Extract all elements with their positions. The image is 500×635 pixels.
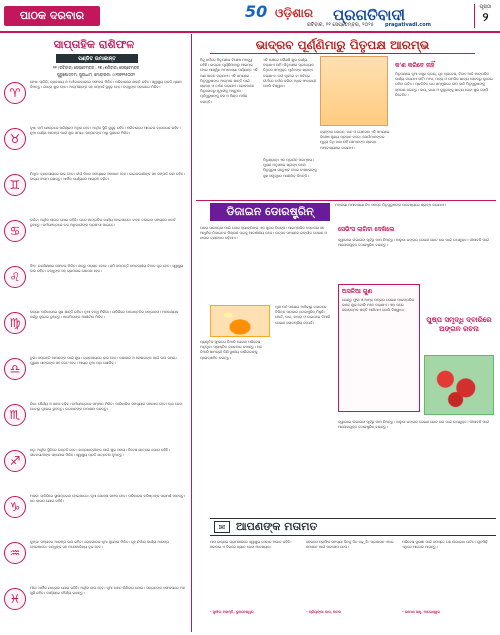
brand-prefix: ଓଡ଼ିଶାର [275,6,313,20]
opinion-letter [306,540,396,632]
page-number: ୨ [482,10,489,24]
article1-col2: ଏହି ପକ୍ଷରେ କୌଣସି ଶୁଭ କାର୍ଯ୍ୟ କରାଯାଏ ନାହିଁ। ପିତୃପକ୍ଷର ପ୍ରତ୍ୟେକ ତିଥିରେ ସମ୍ପୃକ୍ତ ପୂର୍ବଜଙ୍କ ଶ୍ରାଦ୍ଧ କରାଯାଏ। ନଦୀ କୂଳରେ ବା ପବିତ୍ର ତୀର୍ଥରେ ତର୍ପଣ କରିବା ଅଧିକ ଫଳଦାୟୀ ବୋଲି ବିଶ୍ୱାସ। [263,58,316,89]
letter-signature: - ସୁନୀଲ ମହାନ୍ତି, ଭୁବନେଶ୍ୱର [210,610,254,614]
horoscope-sign-text: ମୀନ: ଧାର୍ମିକ ଯାତ୍ରାର ଯୋଗ ରହିଛି। ଆର୍ଥିକ ଲାଭ ହେବ। ନୂଆ ବାହନ କିଣିବାର ଯୋଗ। ସନ୍ତାନଙ୍କ ସଫଳତାରେ ମନ ଖୁସି ରହିବ। କାର୍ଯ୍ୟରେ ଧୈର୍ଯ୍ୟ ରଖନ୍ତୁ। [30,586,186,596]
aquarius-icon: ♒ [4,542,26,564]
website-link[interactable]: pragativadi.com [385,22,431,28]
column-divider [191,34,192,632]
horoscope-sign-row [4,310,187,352]
envelope-icon: ✉ [214,521,230,533]
horoscope-sign-row [4,494,187,536]
article2-title: ଡିଜାଇନ ଡୋରଷ୍ଟ୍ରିନ୍ [210,203,330,221]
scorpio-icon: ♏ [4,404,26,426]
article1-side-heading: କ'ଣ କରିବେ ନାହିଁ [395,62,435,69]
section-tab: ପାଠକ ଦରବାର [4,6,100,26]
horoscope-sign-text: ମେଷ: ଚାକିରି, ବ୍ୟବସାୟ ଓ ଅର୍ଥକାରବାରରେ ସଫଳତା ମିଳିବ। ପରିବାରରେ ଶାନ୍ତି ରହିବ। ସ୍ୱାସ୍ଥ୍ୟ ପ୍ରତି ଧ୍ୟାନ ଦିଅନ୍ତୁ। ଯାତ୍ରା ଶୁଭ ହେବ। ଆତ୍ମୀୟଙ୍କ ସହ ସମ୍ପର୍କ ସୁଦୃଢ଼ ହେବ। ବନ୍ଧୁଙ୍କ ସହଯୋଗ ମିଳିବ। [30,80,182,90]
article1-col3: ବ୍ରାହ୍ମଣ ଭୋଜନ, ଦାନ ଓ ଗୋସେବା ଏହି ସମୟରେ ବିଶେଷ ପୁଣ୍ୟ ପ୍ରଦାନ କରେ। ଯେଉଁମାନଙ୍କର ମୃତ୍ୟୁ ତିଥି ଜଣା ନାହିଁ ସେମାନଙ୍କ ଶ୍ରାଦ୍ଧ ଅମାବାସ୍ୟାରେ କରାଯାଏ। [320,130,390,150]
flower-photo [424,355,494,415]
masthead [245,2,470,30]
horoscope-sign-text: କର୍କଟ: ଆର୍ଥିକ ଲାଭର ଯୋଗ ରହିଛି। ଘରେ ମାଙ୍ଗଳିକ କାର୍ଯ୍ୟ ହୋଇପାରେ। ବାହନ ଚଳାଇବା ସମୟରେ ସତର୍କ ରୁହନ୍ତୁ। କର୍ମକ୍ଷେତ୍ରରେ ଉଚ୍ଚ ଅଧିକାରୀଙ୍କ ପ୍ରଶଂସା ପାଇବେ। [30,218,176,228]
page-label: ପୃଷ୍ଠା [479,4,492,10]
sagittarius-icon: ♐ [4,450,26,472]
letter-text: ସହରରେ ଟ୍ରାଫିକ ସମସ୍ୟା ଦିନକୁ ଦିନ ବଢ଼ୁଛି। ପ୍ରଶାସନ ଏହାର ସମାଧାନ ପାଇଁ ପଦକ୍ଷେପ ନେଉ। [306,540,394,550]
article2-tips: ଦ୍ୱାରରେ ଲଗାଇବା ପୂର୍ବରୁ ମାପ ନିଅନ୍ତୁ। ହାଲୁକା ରଙ୍ଗର ତୋରଣ ଛୋଟ ଘର ପାଇଁ ଉପଯୁକ୍ତ। ଦୀପାବଳି ପାଇଁ ଆଲୋକଯୁକ୍ତ ଡୋରଷ୍ଟ୍ରିନ୍ ବାଛନ୍ତୁ। [338,238,490,248]
article1-lower-mid: ମହାଳୟା ଅମାବାସ୍ୟା ଦିନ ସମସ୍ତ ପିତୃପୁରୁଷଙ୍କ ଉଦ୍ଦେଶ୍ୟରେ ଶ୍ରାଦ୍ଧ କରାଯାଏ। [335,203,446,207]
horoscope-sign-text: ବିଛା: ଧୈର୍ଯ୍ୟ ଓ ସାହସ ବଢ଼ିବ। କର୍ମକ୍ଷେତ୍ରରେ ସମ୍ମାନ ମିଳିବ। ପାରିବାରିକ ସମସ୍ୟାର ସମାଧାନ ହେବ। ଋଣ ଦେବା ନେବାରୁ ଦୂରେଇ ରୁହନ୍ତୁ। ଭଗବାନଙ୍କ ଉପାସନା କରନ୍ତୁ। [30,402,183,412]
issue-date: ରବିବାର, ୨୧ ସେପ୍ଟେମ୍ବର, ୨୦୨୫ [307,22,374,28]
horoscope-sign-text: କନ୍ୟା: ପରିବାରରେ ସୁଖ ଶାନ୍ତି ରହିବ। ନୂଆ ବନ୍ଧୁ ମିଳିବେ। ଚାକିରିରେ ପଦୋନ୍ନତିର ସମ୍ଭାବନା। ଅନାବଶ୍ୟକ ଖର୍ଚ୍ଚରୁ ଦୂରେଇ ରୁହନ୍ତୁ। ମାତାପିତାଙ୍କ ଆଶୀର୍ବାଦ ମିଳିବ। [30,310,179,320]
capricorn-icon: ♑ [4,496,26,518]
article2-body2: ପୂଜା ପର୍ବ ପାଖେଇ ଆସିବାରୁ ବଜାରରେ ବିଭିନ୍ନ ପ୍ରକାର ଡୋରଷ୍ଟ୍ରିନ୍ ମିଳୁଛି। ମୋତି, କାଚ, କପଡ଼ା ଓ କାଗଜରେ ତିଆରି ତୋରଣ ଲୋକପ୍ରିୟ ହେଉଛି। [275,305,331,325]
article2-info-box [338,284,420,412]
gemini-icon: ♊ [4,174,26,196]
aries-icon: ♈ [4,82,26,104]
horoscope-sign-row [4,586,187,628]
flower-caption: ପୁଷ୍ପ ସମୃଦ୍ଧି ଦ୍ବାରିରେ ଅଙ୍ଗନ ରଚନା [426,316,492,333]
horoscope-sign-row [4,172,187,214]
article2-body1: ଘରର ସାଜସଜ୍ଜା ପାଇଁ ଡୋର ହ୍ୟାଙ୍ଗିଙ୍ଗ ଏକ ସୁନ୍ଦର ବିକଳ୍ପ। ପାରମ୍ପରିକ ହସ୍ତକଳା ସହ ଆଧୁନିକ ଡିଜାଇନର ମିଶ୍ରଣ ଘରକୁ ଆକର୍ଷଣୀୟ କରେ। ଉତ୍ସବ ସମୟରେ ରଙ୍ଗୀନ ତୋରଣ ଓ ଝାଲର ବ୍ୟବହାର ବଢ଼ିଥାଏ। [200,226,327,241]
opinion-letter [210,540,300,632]
horoscope-sign-row [4,448,187,490]
horoscope-sign-row [4,80,187,122]
opinion-title: ଆପଣଙ୍କ ମତାମତ [236,520,318,533]
header-rule [0,31,500,33]
horoscope-sign-row [4,264,187,306]
article1-side-text: ପିତୃପକ୍ଷରେ ନୂଆ ବସ୍ତ୍ର କ୍ରୟ, ଗୃହ ପ୍ରବେଶ, ବିବାହ ଆଦି ମାଙ୍ଗଳିକ କାର୍ଯ୍ୟ କରାଯାଏ ନାହିଁ। ମାଂସ, ମଦ୍ୟ ଓ ତାମସିକ ଖାଦ୍ୟ ସେବନରୁ ଦୂରେଇ ରହିବା ଉଚିତ। ପ୍ରତିଦିନ ଘର ସମ୍ମୁଖରେ ଦୀପ ଜାଳି ପିତୃପୁରୁଷଙ୍କୁ ସ୍ମରଣ କରନ୍ତୁ। କାଉ, ଗାଈ ଓ କୁକୁରଙ୍କୁ ଖାଦ୍ୟ ଦେବା ଶୁଭ ବୋଲି ବିବେଚିତ। [395,72,493,97]
horoscope-sign-row [4,402,187,444]
horoscope-title: ସାପ୍ତାହିକ ରାଶିଫଳ [53,38,135,51]
horoscope-sign-text: ମକର: ଚାକିରିରେ ସ୍ଥାନାନ୍ତରଣ ହୋଇପାରେ। ନୂଆ ଯୋଜନା ସଫଳ ହେବ। ପରିବାରର ବରିଷ୍ଠଙ୍କ ପରାମର୍ଶ ମାନନ୍ତୁ। ଧନ ଲାଭର ଯୋଗ ରହିଛି। [30,494,186,504]
horoscope-sign-text: ବୃଷ: କର୍ମ କ୍ଷେତ୍ରରେ ପରିଶ୍ରମ ଅଧିକ ହେବ। ଆର୍ଥିକ ସ୍ଥିତି ସୁଦୃଢ଼ ରହିବ। ପରିବାରରେ ଆନନ୍ଦର ବାତାବରଣ ରହିବ। ନୂଆ କାର୍ଯ୍ୟ ଆରମ୍ଭ ପାଇଁ ଶୁଭ ସମୟ। ସନ୍ତାନଙ୍କ ଠାରୁ ସୁଖବର ମିଳିବ। [30,126,181,136]
diya-illustration [210,305,270,337]
cancer-icon: ♋ [4,220,26,242]
shraddha-ritual-illustration [320,56,388,126]
opinion-letter [402,540,492,632]
article1-lower-left: ପିତୃଶ୍ରାଦ୍ଧ ଏକ ପ୍ରାଚୀନ ପରମ୍ପରା। ପୁରାଣ ଅନୁସାରେ ଶ୍ରାଦ୍ଧ କଲେ ପିତୃପୁରୁଷ ସନ୍ତୁଷ୍ଟ ହୋଇ ବଂଶଧରଙ୍କୁ ସୁଖ ସମୃଦ୍ଧିର ଆଶୀର୍ବାଦ ଦିଅନ୍ତି। [263,158,317,178]
horoscope-sign-row [4,356,187,398]
article2-lower-text: ପ୍ରାକୃତିକ ଫୁଲରେ ତିଆରି ତୋରଣ ପରିବେଶ ଅନୁକୂଳ। ପ୍ଲାଷ୍ଟିକ ବ୍ୟବହାର କମାନ୍ତୁ। ହାତ ତିଆରି ସାମଗ୍ରୀ କିଣି ସ୍ଥାନୀୟ କାରିଗରଙ୍କୁ ପ୍ରୋତ୍ସାହିତ କରନ୍ତୁ। [200,340,263,360]
pisces-icon: ♓ [4,588,26,610]
anniversary-logo: 50 [245,2,268,21]
section-rule [196,200,496,201]
brand-name: ପ୍ରଗତିବାଦୀ [333,6,406,24]
info-box-heading: ଅସଳିଆ ଗୁଣ [342,288,373,295]
virgo-icon: ♍ [4,312,26,334]
horoscope-sign-row [4,218,187,260]
libra-icon: ♎ [4,358,26,380]
letter-signature: - ପ୍ରିୟଙ୍କା ଦାସ, କଟକ [306,610,341,614]
horoscope-dates: ୨୧ (ରବିବାର) ସେପ୍ଟେମ୍ବର - ୨୭ (ଶନିବାର) ସେପ୍ଟେମ୍ବର [52,65,140,70]
info-box-text: ଗେଣ୍ଡୁ ଫୁଲ ଓ ଆମ୍ବ ପତ୍ରର ତୋରଣ ପାରମ୍ପରିକ ଭାବେ ଶୁଭ ବୋଲି ମନେ କରାଯାଏ। ଏହା ଘରେ ସକାରାତ୍ମକ ଶକ୍ତି ଆଣିଥାଏ ବୋଲି ବିଶ୍ୱାସ। [342,298,415,313]
page-number-box [474,4,496,28]
horoscope-sign-text: ଧନୁ: ଆର୍ଥିକ ସ୍ଥିତିରେ ଉନ୍ନତି ହେବ। ଛାତ୍ରଛାତ୍ରୀଙ୍କ ପାଇଁ ଶୁଭ ସମୟ। ବିଦେଶ ଯାତ୍ରାର ଯୋଗ ରହିଛି। ଜୀବନସାଥୀଙ୍କ ସହଯୋଗ ମିଳିବ। ସ୍ୱାସ୍ଥ୍ୟ ପ୍ରତି ଯତ୍ନବାନ ହୁଅନ୍ତୁ। [30,448,170,458]
taurus-icon: ♉ [4,128,26,150]
article1-col1: ହିନ୍ଦୁ ଧର୍ମରେ ପିତୃପକ୍ଷର ବିଶେଷ ମହତ୍ତ୍ୱ ରହିଛି। ଭାଦ୍ରବ ପୂର୍ଣ୍ଣିମାଠାରୁ ଆରମ୍ଭ ହୋଇ ଆଶ୍ୱିନ ଅମାବାସ୍ୟା ପର୍ଯ୍ୟନ୍ତ ଏହି ପକ୍ଷ ପାଳନ କରାଯାଏ। ଏହି ସମୟରେ ପିତୃପୁରୁଷଙ୍କ ଆତ୍ମାର ଶାନ୍ତି ପାଇଁ ଶ୍ରାଦ୍ଧ ଓ ତର୍ପଣ କରାଯାଏ। ଲୋକମାନେ ପିତୃଲୋକରୁ ପୃଥିବୀକୁ ଆସୁଥିବା ପୂର୍ବପୁରୁଷଙ୍କୁ ଜଳ ଓ ପିଣ୍ଡ ଅର୍ପଣ କରନ୍ତି। [200,58,258,104]
horoscope-author: ପଣ୍ଡିତ ଉମାକାନ୍ତ [56,54,138,63]
letter-text: ଆମ ରାଜ୍ୟର ଗ୍ରାମାଞ୍ଚଳରେ ସ୍ୱାସ୍ଥ୍ୟ ସେବାର ଅଭାବ ରହିଛି। ସରକାର ଏ ଦିଗରେ ଧ୍ୟାନ ଦେବା ଆବଶ୍ୟକ। [210,540,292,550]
article1-title: ଭାଦ୍ରବ ପୂର୍ଣ୍ଣିମାରୁ ପିତୃପକ୍ଷ ଆରମ୍ଭ [210,38,475,54]
horoscope-sign-row [4,126,187,168]
horoscope-sign-text: ମିଥୁନ: ବ୍ୟବସାୟରେ ଲାଭ ହେବ। ଦୀର୍ଘ ଦିନର ସମସ୍ୟାର ସମାଧାନ ହେବ। ଭାଇଭଉଣୀଙ୍କ ସହ ସମ୍ପର୍କ ଭଲ ରହିବ। ବାକ୍ୟ ସଂଯମ ରଖନ୍ତୁ। ଧାର୍ମିକ କାର୍ଯ୍ୟରେ ଆଗ୍ରହ ବଢ଼ିବ। [30,172,185,182]
letter-text: ପରିବେଶ ସୁରକ୍ଷା ପାଇଁ ସମସ୍ତେ ଗଛ ଲଗାଇବା ଉଚିତ। ଯୁବପିଢ଼ି ଏଥିରେ ଆଗେଇ ଆସନ୍ତୁ। [402,540,488,550]
letter-signature: - ରମେଶ ସାହୁ, ବାଲେଶ୍ୱର [402,610,441,614]
horoscope-sign-text: ତୁଳା: ସପ୍ତାହଟି ଆପଣଙ୍କ ପାଇଁ ଶୁଭ। ବ୍ୟବସାୟରେ ଲାଭ ହେବ। କଳାକାର ଓ ଲେଖକଙ୍କ ପାଇଁ ଭଲ ସମୟ। ପୁରୁଣା ସାଙ୍ଗଙ୍କ ସହ ଭେଟ ହେବ। ଆୟର ନୂଆ ପନ୍ଥା ଖୋଲିବ। [30,356,178,366]
article2-extra-text: ଦ୍ୱାରରେ ଲଗାଇବା ପୂର୍ବରୁ ମାପ ନିଅନ୍ତୁ। ହାଲୁକା ରଙ୍ଗର ତୋରଣ ଛୋଟ ଘର ପାଇଁ ଉପଯୁକ୍ତ। ଦୀପାବଳି ପାଇଁ ଆଲୋକଯୁକ୍ତ ଡୋରଷ୍ଟ୍ରିନ୍ ବାଛନ୍ତୁ। [338,420,490,430]
opinion-header [210,518,496,536]
horoscope-sign-text: ସିଂହ: ଉଚ୍ଚଶିକ୍ଷାରେ ସଫଳତା ମିଳିବ। ଶତ୍ରୁ ପରାସ୍ତ ହେବେ। ଜମି ସମ୍ପତ୍ତି ସମ୍ବନ୍ଧୀୟ ବିବାଦ ଦୂର ହେବ। ସ୍ୱାସ୍ଥ୍ୟ ଭଲ ରହିବ। ବନ୍ଧୁଙ୍କ ସହ ଭ୍ରମଣର ଯୋଜନା ହେବ। [30,264,184,274]
horoscope-sign-row [4,540,187,582]
horoscope-location: ପୁରୁଷୋତ୍ତମ, ପୁରୀଧାମ, ମୋବାଇଲ: ୯୯୩୭୧୨୫୦୦୨ [57,72,135,77]
leo-icon: ♌ [4,266,26,288]
article2-tips-heading: ସେଭିଂସ ଲାଗିବା ଦେଖିଲେ [338,226,395,233]
horoscope-sign-text: କୁମ୍ଭ: ସପ୍ତାହର ଆରମ୍ଭ ଭଲ ରହିବ। ରୋଜଗାରର ନୂଆ ସୁଯୋଗ ମିଳିବ। ଗୃହ ନିର୍ମାଣ କାର୍ଯ୍ୟ ଆରମ୍ଭ ହୋଇପାରେ। ବନ୍ଧୁଙ୍କ ସହ ମନୋମାଳିନ୍ୟ ଦୂର ହେବ। [30,540,170,550]
